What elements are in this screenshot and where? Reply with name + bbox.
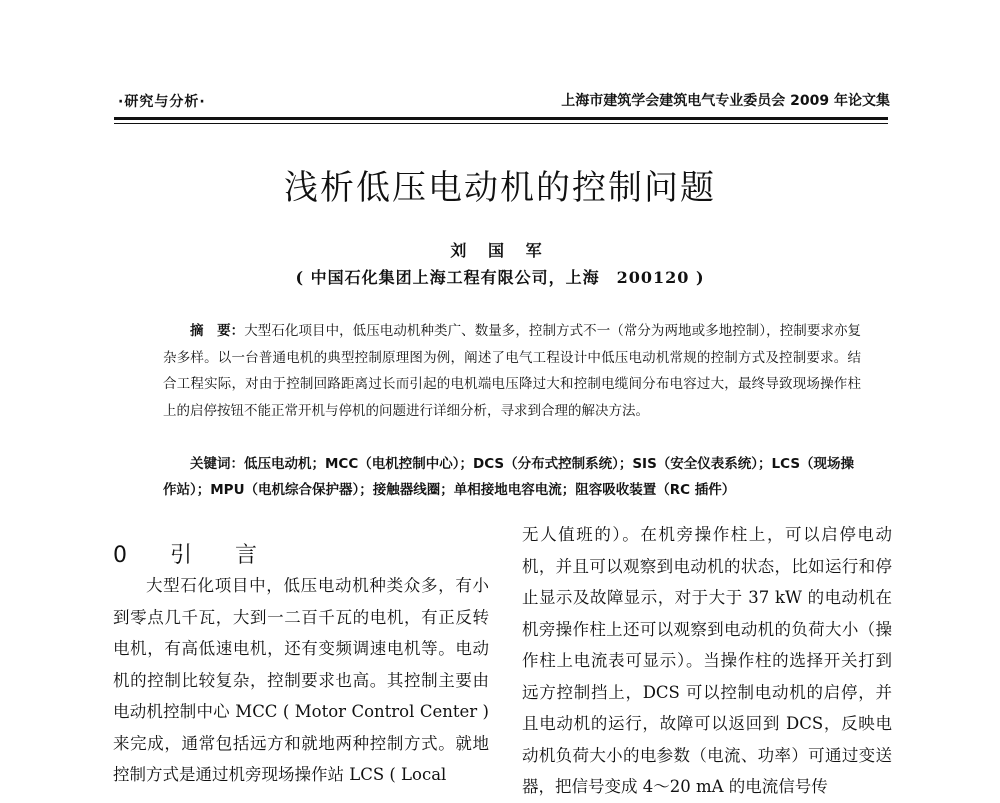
running-header-section: ·研究与分析· (118, 94, 206, 110)
abstract-text: 大型石化项目中，低压电动机种类广、数量多，控制方式不一（常分为两地或多地控制），控制要求亦复杂多样。以一台普通电机的典型控制原理图为例，阐述了电气工程设计中低压电动机常规的控制方式及控制要求。结合工程实际，对由于控制回路距离过长而引起的电机端电压降过大和控制电缆间分布电容过大，最终导致现场操作柱上的启停按钮不能正常开机与停机的问题进行详细分析，寻求到合理的解决方法。 (163, 323, 862, 419)
header-rule-thin (114, 123, 888, 124)
keywords-label: 关键词： (190, 456, 244, 472)
section-heading: 0 引 言 (113, 543, 275, 568)
running-header-journal: 上海市建筑学会建筑电气专业委员会 2009 年论文集 (561, 93, 890, 109)
abstract-label: 摘 要： (190, 323, 245, 339)
header-rule-thick (114, 117, 888, 120)
abstract (163, 318, 861, 424)
affiliation: ( 中国石化集团上海工程有限公司，上海 200120 ) (295, 268, 705, 287)
author: 刘 国 军 (450, 241, 550, 260)
body-left-column (113, 570, 489, 791)
body-paragraph: 大型石化项目中，低压电动机种类众多，有小到零点几千瓦，大到一二百千瓦的电机，有正反转电机，有高低速电机，还有变频调速电机等。电动机的控制比较复杂，控制要求也高。其控制主要由电动机控制中心 MCC ( Motor Control Center ) 来完成，通常包括远方和就地两种控制方式。就地控制方式是通过机旁现场操作站 LCS ( Local (113, 576, 489, 784)
body-paragraph: 无人值班的）。在机旁操作柱上，可以启停电动机，并且可以观察到电动机的状态，比如运行和停止显示及故障显示，对于大于 37 kW 的电动机在机旁操作柱上还可以观察到电动机的负荷大小（操作柱上电流表可显示）。当操作柱的选择开关打到远方控制挡上，DCS 可以控制电动机的启停，并且电动机的运行，故障可以返回到 DCS，反映电动机负荷大小的电参数（电流、功率）可通过变送器，把信号变成 4～20 mA 的电流信号传 (522, 525, 892, 796)
keywords (163, 451, 861, 503)
paper-title: 浅析低压电动机的控制问题 (284, 168, 716, 208)
keywords-text: 低压电动机；MCC（电机控制中心）；DCS（分布式控制系统）；SIS（安全仪表系统）；LCS（现场操作站）；MPU（电机综合保护器）；接触器线圈；单相接地电容电流；阻容吸收装置（RC 插件） (163, 456, 855, 498)
